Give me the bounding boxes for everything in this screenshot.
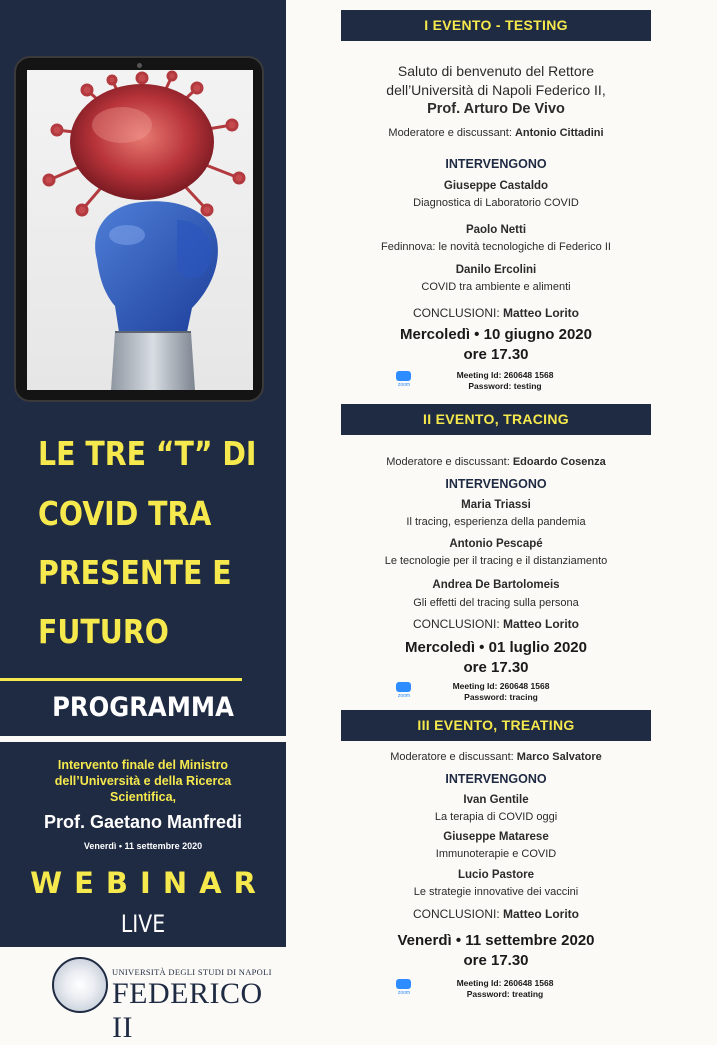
- event-3-date: Venerdì • 11 settembre 2020: [397, 932, 595, 949]
- event-2-conclusions: CONCLUSIONI: Matteo Lorito: [412, 617, 580, 631]
- tablet-illustration: [14, 56, 264, 402]
- event-2-moderator: Moderatore e discussant: Edoardo Cosenza: [386, 456, 606, 468]
- webinar-label: WEBINAR: [30, 866, 268, 900]
- live-label: LIVE: [120, 910, 166, 938]
- event-1-conclusions: CONCLUSIONI: Matteo Lorito: [412, 306, 580, 320]
- event-2-header: II EVENTO, TRACING: [341, 404, 651, 435]
- event-3-conclusions: CONCLUSIONI: Matteo Lorito: [412, 907, 580, 921]
- event-3-moderator: Moderatore e discussant: Marco Salvatore: [390, 751, 602, 763]
- event-3-speaker-1-name: Ivan Gentile: [463, 794, 529, 806]
- event-1-rector: Prof. Arturo De Vivo: [427, 101, 565, 117]
- event-2-time: ore 17.30: [463, 659, 529, 676]
- event-1-intro-line-2: dell’Università di Napoli Federico II,: [386, 82, 606, 98]
- event-1-header: I EVENTO - TESTING: [341, 10, 651, 41]
- minister-name: Prof. Gaetano Manfredi: [43, 812, 243, 832]
- university-logo: [52, 957, 272, 1044]
- event-2-intervengono: INTERVENGONO: [445, 477, 547, 491]
- event-1-speaker-3-name: Danilo Ercolini: [455, 264, 537, 276]
- zoom-icon[interactable]: zoom: [395, 979, 413, 999]
- event-2-speaker-3-topic: Gli effetti del tracing sulla persona: [413, 597, 579, 609]
- event-3-speaker-1-topic: La terapia di COVID oggi: [434, 811, 558, 823]
- title-line-4: FUTURO: [38, 612, 169, 651]
- event-3-speaker-2-topic: Immunoterapie e COVID: [435, 848, 557, 860]
- event-3-speaker-3-name: Lucio Pastore: [457, 869, 535, 881]
- event-2-date: Mercoledì • 01 luglio 2020: [405, 639, 587, 656]
- event-3-meeting-info: Meeting Id: 260648 1568 Password: treating: [456, 978, 554, 999]
- event-1-time: ore 17.30: [463, 346, 529, 363]
- zoom-icon[interactable]: zoom: [395, 682, 413, 702]
- event-3-speaker-2-name: Giuseppe Matarese: [443, 831, 549, 843]
- event-2-meeting-info: Meeting Id: 260648 1568 Password: tracing: [452, 681, 550, 702]
- event-3-header: III EVENTO, TREATING: [341, 710, 651, 741]
- event-1-moderator: Moderatore e discussant: Antonio Cittadini: [388, 127, 604, 139]
- virus-boxing-glove-image: [27, 70, 253, 390]
- title-line-1: LE TRE “T” DI: [38, 434, 257, 473]
- event-1-speaker-2-topic: Fedinnova: le novità tecnologiche di Federico II: [381, 241, 611, 253]
- event-1-intervengono: INTERVENGONO: [445, 157, 547, 171]
- event-3-time: ore 17.30: [463, 952, 529, 969]
- event-2-speaker-1-topic: Il tracing, esperienza della pandemia: [406, 516, 586, 528]
- event-2-speaker-3-name: Andrea De Bartolomeis: [432, 579, 560, 591]
- divider: [0, 678, 242, 681]
- university-big-name: FEDERICO II: [112, 977, 263, 1044]
- programma-heading: PROGRAMMA: [52, 692, 234, 723]
- event-1-speaker-1-name: Giuseppe Castaldo: [443, 180, 549, 192]
- event-2-speaker-1-name: Maria Triassi: [461, 499, 531, 511]
- virus-glove-icon: [27, 70, 253, 390]
- event-1-date: Mercoledì • 10 giugno 2020: [400, 326, 592, 343]
- minister-date: Venerdì • 11 settembre 2020: [83, 841, 203, 851]
- minister-intro: Intervento finale del Ministro dell’Università e della Ricerca Scientifica,: [54, 758, 232, 804]
- event-3-speaker-3-topic: Le strategie innovative dei vaccini: [413, 886, 579, 898]
- event-1-speaker-1-topic: Diagnostica di Laboratorio COVID: [413, 197, 579, 209]
- event-1-speaker-3-topic: COVID tra ambiente e alimenti: [421, 281, 571, 293]
- university-seal-icon: [52, 957, 108, 1013]
- event-2-speaker-2-name: Antonio Pescapé: [449, 538, 543, 550]
- university-small-name: UNIVERSITÀ DEGLI STUDI DI NAPOLI: [112, 967, 272, 977]
- event-3-intervengono: INTERVENGONO: [445, 772, 547, 786]
- left-panel: [0, 0, 286, 1044]
- title-line-2: COVID TRA: [38, 494, 212, 533]
- title-line-3: PRESENTE E: [38, 553, 232, 592]
- event-1-speaker-2-name: Paolo Netti: [465, 224, 527, 236]
- event-1-meeting-info: Meeting Id: 260648 1568 Password: testing: [456, 370, 554, 391]
- event-2-speaker-2-topic: Le tecnologie per il tracing e il distanziamento: [384, 555, 608, 567]
- event-1-intro-line-1: Saluto di benvenuto del Rettore: [397, 63, 595, 79]
- zoom-icon[interactable]: zoom: [395, 371, 413, 391]
